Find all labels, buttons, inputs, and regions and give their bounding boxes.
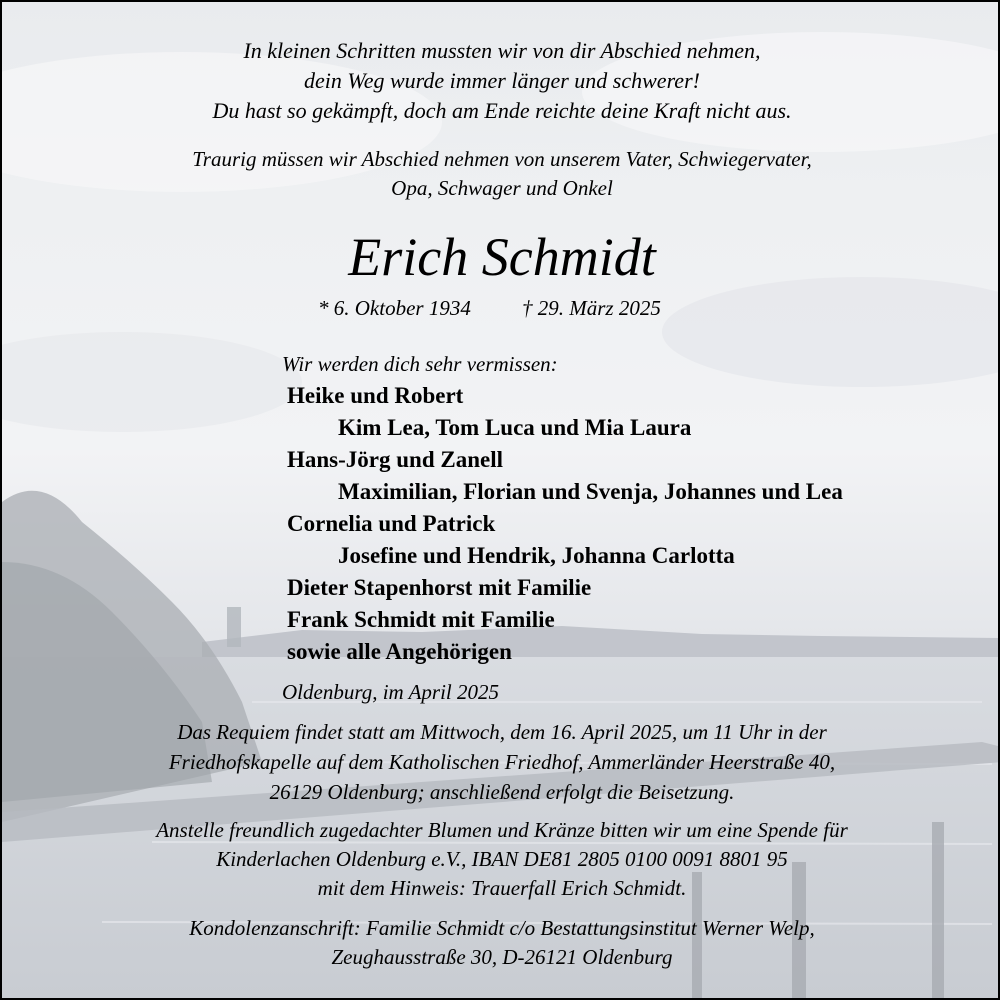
mourners-heading: Wir werden dich sehr vermissen: (282, 352, 558, 376)
intro-line: Opa, Schwager und Onkel (391, 176, 613, 200)
donation-line: mit dem Hinweis: Trauerfall Erich Schmidt. (317, 876, 687, 900)
condolence-line: Kondolenzanschrift: Familie Schmidt c/o Bestattungsinstitut Werner Welp, (189, 916, 815, 940)
mourner-line: Heike und Robert (287, 383, 464, 408)
service-line: 26129 Oldenburg; anschließend erfolgt die Beisetzung. (269, 780, 735, 804)
mourner-line: Dieter Stapenhorst mit Familie (287, 575, 592, 600)
service-line: Friedhofskapelle auf dem Katholischen Friedhof, Ammerländer Heerstraße 40, (168, 750, 836, 774)
birth-date: * 6. Oktober 1934 (318, 296, 471, 320)
mourner-line: Maximilian, Florian und Svenja, Johannes und Lea (338, 479, 843, 504)
mourner-line: sowie alle Angehörigen (287, 639, 512, 664)
service-line: Das Requiem findet statt am Mittwoch, dem 16. April 2025, um 11 Uhr in der (177, 720, 827, 744)
poem-line: Du hast so gekämpft, doch am Ende reichte deine Kraft nicht aus. (212, 98, 792, 123)
mourner-line: Frank Schmidt mit Familie (287, 607, 555, 632)
mourner-line: Hans-Jörg und Zanell (287, 447, 503, 472)
donation-line: Anstelle freundlich zugedachter Blumen und Kränze bitten wir um eine Spende für (156, 818, 848, 842)
notice-text (2, 2, 1000, 1000)
death-date: † 29. März 2025 (522, 296, 661, 320)
poem-line: In kleinen Schritten mussten wir von dir Abschied nehmen, (243, 38, 761, 63)
condolence-line: Zeughausstraße 30, D-26121 Oldenburg (331, 945, 673, 969)
deceased-name: Erich Schmidt (348, 227, 656, 287)
mourner-line: Josefine und Hendrik, Johanna Carlotta (338, 543, 735, 568)
mourner-line: Kim Lea, Tom Luca und Mia Laura (338, 415, 692, 440)
donation-line: Kinderlachen Oldenburg e.V., IBAN DE81 2805 0100 0091 8801 95 (216, 847, 788, 871)
intro-line: Traurig müssen wir Abschied nehmen von unserem Vater, Schwiegervater, (192, 147, 812, 171)
place-date: Oldenburg, im April 2025 (282, 680, 500, 704)
poem-line: dein Weg wurde immer länger und schwerer! (304, 68, 700, 93)
mourner-line: Cornelia und Patrick (287, 511, 496, 536)
